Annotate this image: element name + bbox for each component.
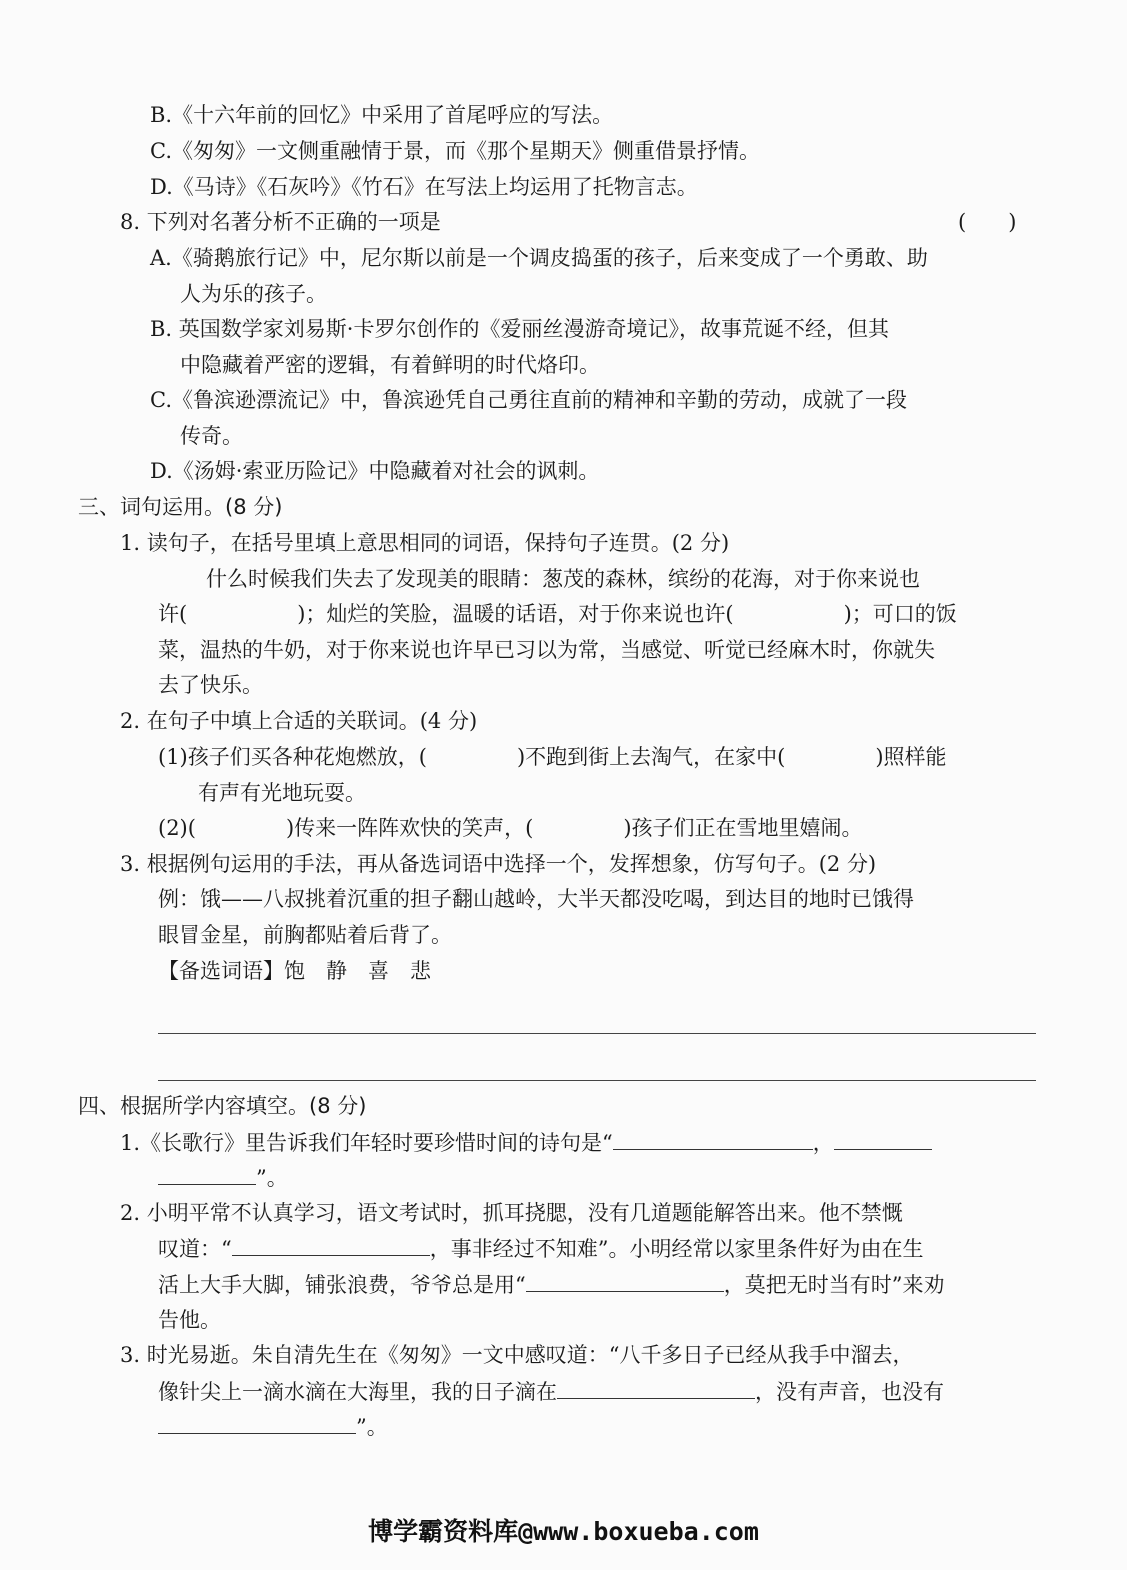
fill-blank[interactable] bbox=[158, 1411, 356, 1434]
fill-blank[interactable] bbox=[834, 1127, 932, 1150]
q8-stem: 8. 下列对名著分析不正确的一项是 bbox=[120, 210, 441, 234]
s4-q1-text-a: 1.《长歌行》里告诉我们年轻时要珍惜时间的诗句是“ bbox=[120, 1131, 613, 1155]
s3-q1-stem: 1. 读句子，在括号里填上意思相同的词语，保持句子连贯。(2 分) bbox=[120, 531, 730, 555]
s4-q3-text-b: ，没有声音，也没有 bbox=[755, 1380, 944, 1404]
s3-q1-passage-line1: 什么时候我们失去了发现美的眼睛：葱茂的森林，缤纷的花海，对于你来说也 bbox=[206, 567, 920, 591]
s3-q2-1-text-c: )照样能 bbox=[875, 745, 947, 769]
s3-q2-1-text-a: (1)孩子们买各种花炮燃放，( bbox=[158, 745, 427, 769]
s3-q1-passage-line2 bbox=[158, 599, 957, 629]
s3-q1-text-c: )；可口的饭 bbox=[843, 602, 957, 626]
s4-q3-line3 bbox=[158, 1411, 388, 1441]
s3-q1-passage-line3: 菜，温热的牛奶，对于你来说也许早已习以为常，当感觉、听觉已经麻木时，你就失 bbox=[158, 638, 935, 662]
section-4-title: 四、根据所学内容填空。(8 分) bbox=[78, 1094, 367, 1118]
s4-q2-line4: 告他。 bbox=[158, 1308, 221, 1332]
s3-q2-item1-line2: 有声有光地玩耍。 bbox=[198, 781, 366, 805]
q7-option-c: C.《匆匆》一文侧重融情于景，而《那个星期天》侧重借景抒情。 bbox=[150, 139, 760, 163]
s4-q1-line2 bbox=[158, 1162, 288, 1192]
s4-q2-text-a: 叹道：“ bbox=[158, 1237, 232, 1261]
s4-q2-line3 bbox=[158, 1269, 944, 1299]
s3-q3-stem: 3. 根据例句运用的手法，再从备选词语中选择一个，发挥想象，仿写句子。(2 分) bbox=[120, 852, 877, 876]
s3-q2-2-text-c: )孩子们正在雪地里嬉闹。 bbox=[623, 816, 863, 840]
s4-q3-text-a: 像针尖上一滴水滴在大海里，我的日子滴在 bbox=[158, 1380, 557, 1404]
s4-q3-text-c: ”。 bbox=[356, 1415, 388, 1439]
s3-q2-2-text-b: )传来一阵阵欢快的笑声，( bbox=[285, 816, 534, 840]
q7-option-b: B.《十六年前的回忆》中采用了首尾呼应的写法。 bbox=[150, 103, 614, 127]
s4-q2-line1: 2. 小明平常不认真学习，语文考试时，抓耳挠腮，没有几道题能解答出来。他不禁慨 bbox=[120, 1201, 903, 1225]
s3-q2-item2 bbox=[158, 813, 863, 843]
s3-q3-example-line1: 例：饿——八叔挑着沉重的担子翻山越岭，大半天都没吃喝，到达目的地时已饿得 bbox=[158, 887, 914, 911]
q7-option-d: D.《马诗》《石灰吟》《竹石》在写法上均运用了托物言志。 bbox=[150, 175, 698, 199]
answer-line-1[interactable] bbox=[158, 1033, 1036, 1034]
s4-q3-line2 bbox=[158, 1376, 944, 1406]
s3-q3-candidate-words: 【备选词语】饱 静 喜 悲 bbox=[158, 959, 431, 983]
q8-option-b-line2: 中隐藏着严密的逻辑，有着鲜明的时代烙印。 bbox=[180, 353, 600, 377]
q8-option-d: D.《汤姆·索亚历险记》中隐藏着对社会的讽刺。 bbox=[150, 459, 600, 483]
s3-q2-item1-line1 bbox=[158, 742, 947, 772]
q8-answer-paren: ( ) bbox=[958, 210, 1017, 234]
s3-q3-example-line2: 眼冒金星，前胸都贴着后背了。 bbox=[158, 923, 452, 947]
s3-q1-text-b: )；灿烂的笑脸，温暖的话语，对于你来说也许( bbox=[297, 602, 734, 626]
answer-line-2[interactable] bbox=[158, 1080, 1036, 1081]
s3-q1-passage-line4: 去了快乐。 bbox=[158, 673, 263, 697]
s4-q2-text-d: ，莫把无时当有时”来劝 bbox=[723, 1273, 945, 1297]
s4-q2-line2 bbox=[158, 1233, 923, 1263]
s4-q1-line1 bbox=[120, 1127, 932, 1157]
q8-option-a-line2: 人为乐的孩子。 bbox=[180, 282, 327, 306]
s4-q3-line1: 3. 时光易逝。朱自清先生在《匆匆》一文中感叹道：“八千多日子已经从我手中溜去， bbox=[120, 1343, 914, 1367]
s3-q2-1-text-b: )不跑到街上去淘气，在家中( bbox=[516, 745, 786, 769]
q8-option-b-line1: B. 英国数学家刘易斯·卡罗尔创作的《爱丽丝漫游奇境记》，故事荒诞不经，但其 bbox=[150, 317, 889, 341]
fill-blank[interactable] bbox=[158, 1162, 256, 1185]
fill-blank[interactable] bbox=[526, 1269, 724, 1292]
fill-blank[interactable] bbox=[557, 1376, 755, 1399]
s3-q1-text-a: 许( bbox=[158, 602, 188, 626]
fill-blank[interactable] bbox=[232, 1233, 430, 1256]
s3-q2-2-text-a: (2)( bbox=[158, 816, 196, 840]
q8-option-c-line2: 传奇。 bbox=[180, 424, 243, 448]
s4-q2-text-b: ，事非经过不知难”。小明经常以家里条件好为由在生 bbox=[429, 1237, 924, 1261]
watermark-footer: 博学霸资料库@www.boxueba.com bbox=[368, 1517, 759, 1546]
s3-q2-stem: 2. 在句子中填上合适的关联词。(4 分) bbox=[120, 709, 478, 733]
q8-option-a-line1: A.《骑鹅旅行记》中，尼尔斯以前是一个调皮捣蛋的孩子，后来变成了一个勇敢、助 bbox=[150, 246, 928, 270]
q8-option-c-line1: C.《鲁滨逊漂流记》中，鲁滨逊凭自己勇往直前的精神和辛勤的劳动，成就了一段 bbox=[150, 388, 907, 412]
s4-q1-text-b: ， bbox=[812, 1131, 834, 1155]
fill-blank[interactable] bbox=[613, 1127, 813, 1150]
s4-q2-text-c: 活上大手大脚，铺张浪费，爷爷总是用“ bbox=[158, 1273, 526, 1297]
s4-q1-text-c: ”。 bbox=[256, 1166, 288, 1190]
section-3-title: 三、词句运用。(8 分) bbox=[78, 495, 283, 519]
